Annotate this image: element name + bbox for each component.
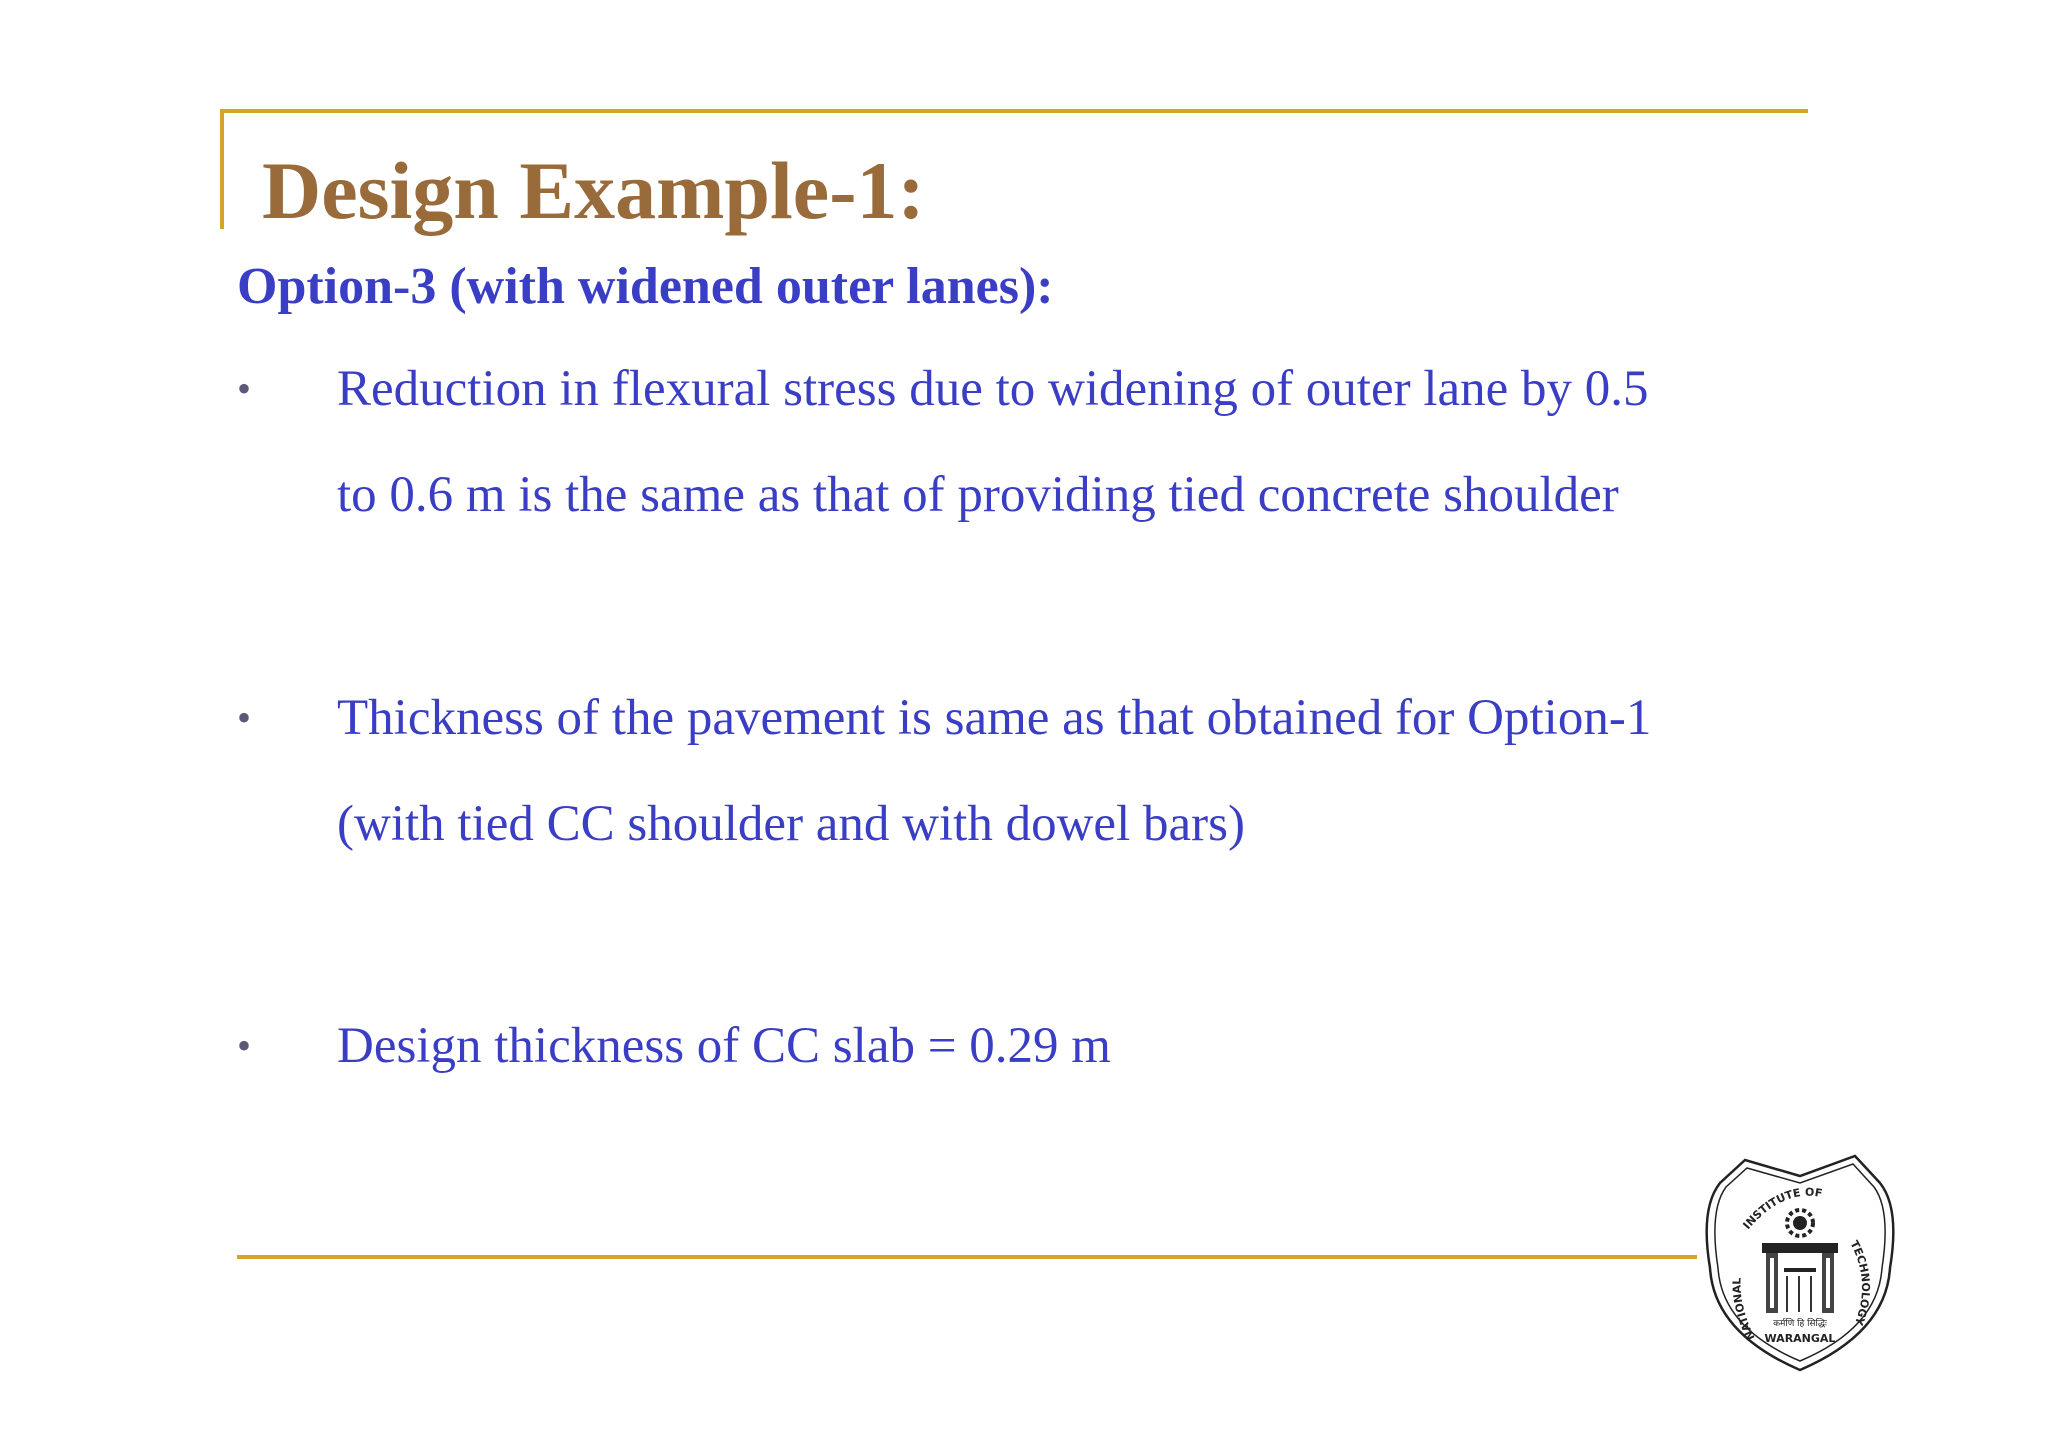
bullet-icon: • xyxy=(237,366,252,411)
bullet-text xyxy=(337,665,1837,877)
bullet-icon: • xyxy=(237,1023,252,1068)
bullet-line: (with tied CC shoulder and with dowel bars) xyxy=(337,796,1245,852)
logo-right-text: TECHNOLOGY xyxy=(1847,1238,1873,1327)
logo-left-text: NATIONAL xyxy=(1730,1277,1758,1343)
bullet-line: Thickness of the pavement is same as that obtained for Option-1 xyxy=(337,690,1652,746)
logo-motto: कर्मणि हि सिद्धिः xyxy=(1773,1319,1827,1329)
top-rule xyxy=(220,109,1808,113)
bullet-icon: • xyxy=(237,695,252,740)
slide-title: Design Example-1: xyxy=(262,145,925,236)
bullet-line: to 0.6 m is the same as that of providing tied concrete shoulder xyxy=(337,467,1619,523)
logo-city: WARANGAL xyxy=(1764,1332,1836,1345)
left-rule xyxy=(220,109,224,229)
nit-warangal-logo xyxy=(1700,1148,1900,1378)
logo-top-text: INSTITUTE OF xyxy=(1740,1185,1824,1232)
slide-subtitle: Option-3 (with widened outer lanes): xyxy=(237,258,1054,315)
bullet-line: Design thickness of CC slab = 0.29 m xyxy=(337,1018,1111,1074)
logo-seal-icon xyxy=(1700,1148,1900,1378)
bullet-line: Reduction in flexural stress due to widening of outer lane by 0.5 xyxy=(337,361,1649,417)
bottom-rule xyxy=(237,1255,1697,1259)
bullet-text xyxy=(337,336,1837,548)
bullet-text xyxy=(337,993,1837,1099)
